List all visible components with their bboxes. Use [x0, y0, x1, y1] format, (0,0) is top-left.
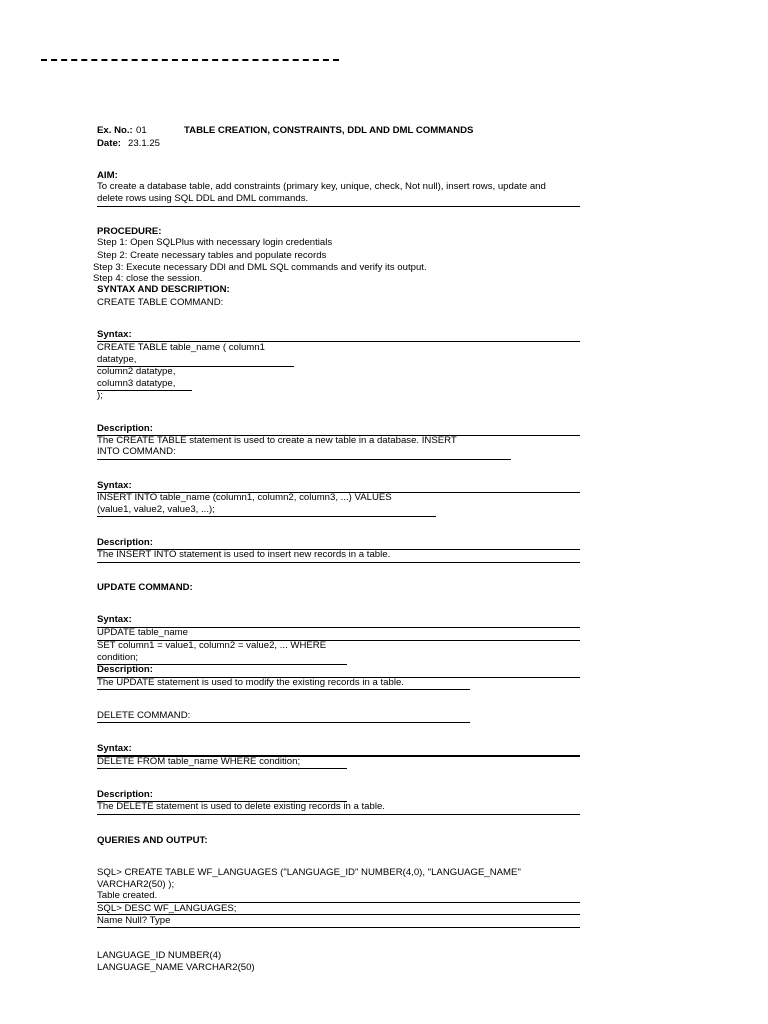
create-description-line: The CREATE TABLE statement is used to create a new table in a database. INSERT	[97, 435, 457, 446]
date-label: Date:	[97, 138, 121, 149]
query-line: LANGUAGE_ID NUMBER(4)	[97, 950, 222, 961]
update-syntax-line: SET column1 = value1, column2 = value2, ... WHERE	[97, 640, 327, 651]
description-label: Description:	[97, 664, 153, 675]
insert-description: The INSERT INTO statement is used to insert new records in a table.	[97, 549, 391, 560]
procedure-step: Step 3: Execute necessary DDl and DML SQL commands and verify its output.	[93, 262, 427, 273]
dashed-separator	[41, 59, 339, 61]
create-syntax-line: );	[97, 390, 103, 401]
delete-syntax: DELETE FROM table_name WHERE condition;	[97, 756, 301, 767]
rule	[97, 206, 580, 207]
procedure-step: Step 1: Open SQLPlus with necessary login credentials	[97, 237, 333, 248]
insert-syntax-line: (value1, value2, value3, ...);	[97, 504, 215, 515]
create-syntax-line: column2 datatype,	[97, 366, 176, 377]
description-label: Description:	[97, 789, 153, 800]
syntax-label: Syntax:	[97, 329, 132, 340]
rule	[97, 722, 470, 723]
rule	[97, 768, 347, 769]
syntax-label: Syntax:	[97, 614, 132, 625]
create-syntax-line: datatype,	[97, 354, 137, 365]
procedure-heading: PROCEDURE:	[97, 226, 162, 237]
rule	[97, 390, 192, 391]
description-label: Description:	[97, 537, 153, 548]
create-syntax-line: column3 datatype,	[97, 378, 176, 389]
update-command-title: UPDATE COMMAND:	[97, 582, 193, 593]
syntax-description-heading: SYNTAX AND DESCRIPTION:	[97, 284, 230, 295]
query-line: Table created.	[97, 890, 158, 901]
aim-line: delete rows using SQL DDL and DML commands.	[97, 193, 309, 204]
syntax-label: Syntax:	[97, 480, 132, 491]
aim-line: To create a database table, add constraints (primary key, unique, check, Not null), insert rows, update and	[97, 181, 546, 192]
update-description: The UPDATE statement is used to modify the existing records in a table.	[97, 677, 404, 688]
aim-heading: AIM:	[97, 170, 118, 181]
procedure-step: Step 4: close the session.	[93, 273, 203, 284]
query-line: SQL> CREATE TABLE WF_LANGUAGES ("LANGUAGE_ID" NUMBER(4,0), "LANGUAGE_NAME"	[97, 867, 521, 878]
document-title: TABLE CREATION, CONSTRAINTS, DDL AND DML COMMANDS	[184, 125, 474, 136]
query-line: LANGUAGE_NAME VARCHAR2(50)	[97, 962, 255, 973]
query-line: VARCHAR2(50) );	[97, 879, 175, 890]
update-syntax-line: condition;	[97, 652, 139, 663]
insert-syntax-line: INSERT INTO table_name (column1, column2, column3, ...) VALUES	[97, 492, 392, 503]
query-line: SQL> DESC WF_LANGUAGES;	[97, 903, 237, 914]
procedure-step: Step 2: Create necessary tables and populate records	[97, 250, 327, 261]
delete-command-title: DELETE COMMAND:	[97, 710, 191, 721]
rule	[97, 814, 580, 815]
rule	[97, 562, 580, 563]
queries-heading: QUERIES AND OUTPUT:	[97, 835, 208, 846]
date-value: 23.1.25	[128, 138, 161, 149]
syntax-label: Syntax:	[97, 743, 132, 754]
description-label: Description:	[97, 423, 153, 434]
update-syntax-line: UPDATE table_name	[97, 627, 189, 638]
delete-description: The DELETE statement is used to delete existing records in a table.	[97, 801, 385, 812]
rule	[97, 516, 436, 517]
rule	[97, 689, 470, 690]
create-syntax-line: CREATE TABLE table_name ( column1	[97, 342, 265, 353]
query-line: Name Null? Type	[97, 915, 171, 926]
rule	[97, 459, 511, 460]
ex-no-label: Ex. No.:	[97, 125, 133, 136]
ex-no-value: 01	[136, 125, 147, 136]
rule	[97, 927, 580, 928]
create-table-title: CREATE TABLE COMMAND:	[97, 297, 224, 308]
create-description-line: INTO COMMAND:	[97, 446, 176, 457]
